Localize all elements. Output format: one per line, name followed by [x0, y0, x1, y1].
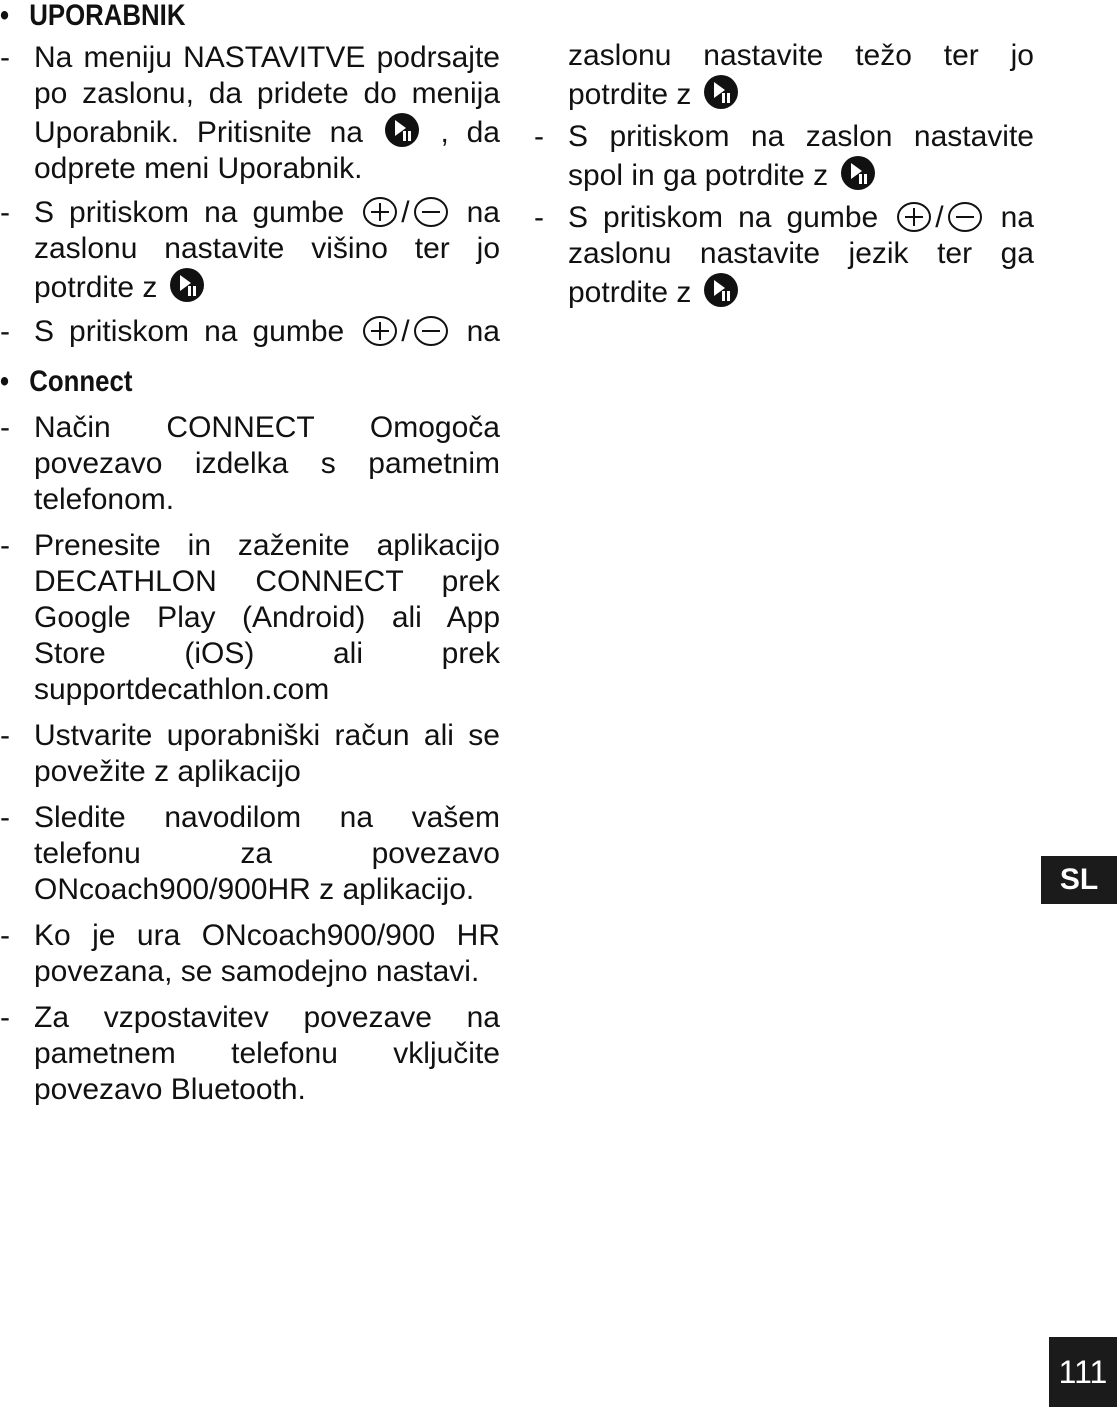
- dash: -: [0, 919, 10, 952]
- dash: -: [0, 801, 10, 834]
- language-tab: SL: [1041, 856, 1117, 904]
- dash: -: [0, 315, 10, 348]
- dash: -: [0, 41, 10, 74]
- list-item: [0, 195, 500, 306]
- dash: -: [0, 529, 10, 562]
- section-heading-connect: [0, 364, 430, 400]
- dash: -: [0, 719, 10, 752]
- play-pause-icon: [840, 155, 876, 191]
- play-pause-icon: [703, 74, 739, 110]
- section-title: Connect: [29, 365, 133, 398]
- item-text: [568, 119, 1034, 194]
- left-column: [0, 0, 500, 1108]
- dash: -: [0, 196, 10, 229]
- item-text-part: na zaslonu nastavite višino ter jo potrdite z: [34, 196, 500, 304]
- item-text: [34, 314, 500, 350]
- dash: -: [534, 120, 544, 153]
- item-text: Ko je ura ONcoach900/900 HR povezana, se samodejno nastavi.: [34, 919, 500, 988]
- dash: -: [0, 411, 10, 444]
- item-text-part: S pritiskom na gumbe: [568, 201, 879, 234]
- item-text: [34, 195, 500, 306]
- list-item: [0, 800, 500, 908]
- play-pause-icon: [169, 267, 205, 303]
- minus-circle-icon: [413, 196, 449, 228]
- minus-circle-icon: [947, 201, 983, 233]
- item-text-part: S pritiskom na zaslon nastavite spol in ga potrdite z: [568, 120, 1034, 192]
- bullet: •: [0, 365, 10, 398]
- dash: -: [534, 201, 544, 234]
- list-item: [0, 1000, 500, 1108]
- list-item: [0, 410, 500, 518]
- item-text-part: Na meniju NASTAVITVE podrsajte po zaslonu, da pridete do menija Uporabnik. Pritisnite na: [34, 41, 500, 149]
- item-text: Sledite navodilom na vašem telefonu za povezavo ONcoach900/900HR z aplikacijo.: [34, 801, 500, 906]
- item-text: Prenesite in zaženite aplikacijo DECATHLON CONNECT prek Google Play (Android) ali App Store (iOS) ali prek supportdecathlon.com: [34, 529, 500, 706]
- plus-circle-icon: [362, 196, 398, 228]
- dash: -: [0, 1001, 10, 1034]
- list-item: [0, 314, 500, 350]
- item-text-part: na zaslonu nastavite jezik ter ga potrdite z: [568, 201, 1034, 309]
- separator: /: [401, 315, 410, 348]
- page-number: 111: [1049, 1337, 1117, 1407]
- plus-circle-icon: [896, 201, 932, 233]
- play-pause-icon: [384, 112, 420, 148]
- item-text: [34, 40, 500, 187]
- item-text-part: S pritiskom na gumbe: [34, 315, 345, 348]
- separator: /: [401, 196, 410, 229]
- list-item: [0, 40, 500, 187]
- separator: /: [935, 201, 944, 234]
- list-item: [0, 918, 500, 990]
- item-text: Ustvarite uporabniški račun ali se povežite z aplikacijo: [34, 719, 500, 788]
- item-text-part: , da odprete meni Uporabnik.: [34, 116, 500, 185]
- section-title: UPORABNIK: [29, 0, 186, 32]
- play-pause-icon: [703, 272, 739, 308]
- item-text: [568, 200, 1034, 311]
- item-text: Način CONNECT Omogoča povezavo izdelka s pametnim telefonom.: [34, 411, 500, 516]
- item-text: [568, 38, 1034, 113]
- bullet: •: [0, 0, 10, 32]
- list-item: [0, 528, 500, 708]
- right-column: [534, 38, 1034, 311]
- item-text-part: S pritiskom na gumbe: [34, 196, 345, 229]
- item-text: Za vzpostavitev povezave na pametnem telefonu vključite povezavo Bluetooth.: [34, 1001, 500, 1106]
- minus-circle-icon: [413, 315, 449, 347]
- item-text-part: na: [466, 315, 500, 348]
- list-item: [534, 200, 1034, 311]
- list-item: [0, 718, 500, 790]
- list-item-continuation: [534, 38, 1034, 113]
- section-heading-user: [0, 0, 430, 34]
- list-item: [534, 119, 1034, 194]
- plus-circle-icon: [362, 315, 398, 347]
- item-text-part: zaslonu nastavite težo ter jo potrdite z: [568, 39, 1034, 111]
